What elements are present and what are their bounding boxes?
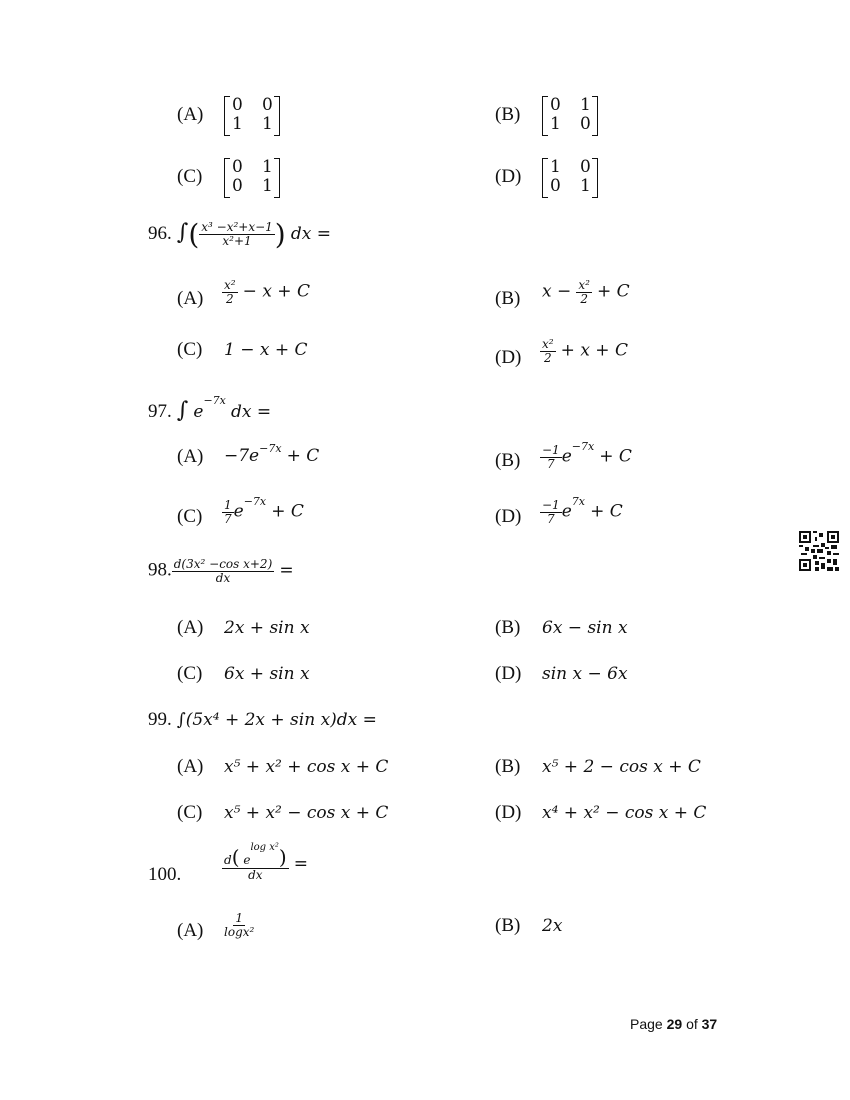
option-fraction [540, 444, 562, 470]
q99-option-c-label: (C) [177, 802, 203, 823]
fraction-denominator: 7 [224, 511, 232, 526]
integral-sign: ∫ [176, 220, 189, 245]
question-98 [148, 558, 294, 584]
q96-option-b-label: (B) [495, 288, 521, 309]
qr-code-icon [799, 531, 839, 571]
q96-option-c: 1 − x + C [224, 340, 308, 360]
fraction-numerator: d(3x² −cos x+2) [173, 557, 273, 571]
fraction-denominator: 7 [547, 511, 555, 526]
q95-option-c-label: (C) [177, 166, 203, 187]
option-expression: + x + C [560, 340, 628, 361]
q98-option-b: 6x − sin x [542, 618, 628, 638]
q97-option-c-label: (C) [177, 506, 203, 527]
exponent: −7x [571, 440, 595, 453]
matrix-cell: 1 [580, 95, 591, 115]
question-expression: ∫(5x⁴ + 2x + sin x)dx = [176, 710, 377, 730]
q100-option-a [222, 912, 256, 938]
q95-option-c-matrix [224, 158, 280, 198]
fraction-numerator: 1 [235, 911, 243, 925]
q96-option-d [540, 338, 628, 364]
current-page-number: 29 [666, 1016, 683, 1032]
option-expression: + C [590, 501, 623, 522]
fraction-numerator: x² [542, 337, 554, 351]
matrix-cell: 0 [580, 114, 591, 134]
exponent: −7x [243, 495, 267, 508]
q96-option-d-label: (D) [495, 347, 522, 368]
integral-sign: ∫ [176, 398, 189, 423]
option-expression: + C [599, 446, 632, 467]
question-100 [222, 842, 309, 882]
q96-option-a-label: (A) [177, 288, 204, 309]
fraction-denominator: 2 [580, 291, 588, 306]
page-footer [630, 1016, 717, 1032]
footer-prefix: Page [630, 1016, 663, 1032]
q97-option-a [224, 442, 320, 466]
q98-option-d: sin x − 6x [542, 664, 628, 684]
matrix-cell: 1 [580, 176, 591, 196]
fraction-denominator: dx [215, 570, 231, 585]
question-number: 99. [148, 709, 172, 730]
fraction-numerator: x² [578, 278, 590, 292]
q97-option-c [222, 495, 304, 526]
option-expression: x − [542, 281, 572, 302]
fraction-denominator: x²+1 [222, 234, 252, 248]
q98-option-c-label: (C) [177, 663, 203, 684]
exponential-base: e [561, 446, 572, 467]
fraction-numerator: x³ −x²+x−1 [201, 220, 273, 235]
q96-option-c-label: (C) [177, 339, 203, 360]
q95-option-b-matrix [542, 96, 598, 136]
q97-option-b [540, 440, 632, 471]
q98-option-c: 6x + sin x [224, 664, 310, 684]
exponent: −7x [203, 394, 226, 407]
q97-option-b-label: (B) [495, 450, 521, 471]
question-number: 98. [148, 559, 172, 581]
exponent: log x² [250, 842, 279, 853]
matrix-cell: 0 [550, 95, 561, 115]
q100-option-b: 2x [542, 916, 563, 936]
option-fraction [222, 912, 256, 938]
matrix-cell: 0 [232, 176, 243, 196]
option-fraction [222, 499, 234, 525]
option-expression: + C [286, 446, 320, 466]
exponential-base: e [233, 501, 244, 522]
question-tail: = [279, 560, 294, 581]
matrix-cell: 1 [262, 114, 273, 134]
paren-open: ( [188, 218, 200, 251]
derivative-d: d [224, 853, 232, 867]
q95-option-a-matrix [224, 96, 280, 136]
fraction-denominator: logx² [224, 924, 255, 939]
matrix-cell: 1 [232, 114, 243, 134]
fraction-denominator: 2 [543, 350, 552, 365]
matrix-cell: 1 [262, 176, 273, 196]
fraction-denominator: 2 [225, 291, 234, 306]
question-99 [148, 709, 377, 731]
q96-option-a [222, 279, 310, 305]
q98-option-d-label: (D) [495, 663, 522, 684]
q100-fraction [222, 842, 289, 882]
option-fraction [540, 499, 562, 525]
option-fraction [222, 279, 238, 305]
matrix-cell: 1 [550, 157, 561, 177]
option-fraction [576, 279, 592, 305]
q97-option-a-label: (A) [177, 446, 204, 467]
fraction-denominator: dx [248, 868, 263, 882]
q95-option-a-label: (A) [177, 104, 204, 125]
question-tail: dx = [290, 224, 331, 244]
q95-option-d-matrix [542, 158, 598, 198]
q99-option-d-label: (D) [495, 802, 522, 823]
q97-option-d-label: (D) [495, 506, 522, 527]
total-page-count: 37 [701, 1016, 718, 1032]
exponential-base: e [561, 501, 572, 522]
fraction-numerator: 1 [224, 498, 232, 512]
exponential-base: e [243, 853, 251, 867]
question-96 [148, 218, 331, 251]
question-number: 100. [148, 864, 182, 885]
option-expression: + C [271, 501, 304, 522]
footer-of: of [686, 1016, 698, 1032]
fraction-numerator: −1 [542, 498, 560, 512]
question-tail: = [293, 853, 309, 874]
matrix-cell: 0 [232, 95, 243, 115]
fraction-denominator: 7 [547, 456, 555, 471]
question-97 [148, 394, 272, 423]
paren-close: ) [274, 218, 286, 251]
exponent: −7x [259, 442, 282, 455]
matrix-cell: 0 [262, 95, 273, 115]
q95-option-b-label: (B) [495, 104, 521, 125]
q97-option-d [540, 495, 623, 526]
option-expression: + C [597, 281, 630, 302]
fraction-numerator: x² [224, 278, 236, 292]
q99-option-a: x⁵ + x² + cos x + C [224, 757, 389, 777]
question-number: 96. [148, 223, 172, 244]
q100-option-a-label: (A) [177, 920, 204, 941]
matrix-cell: 1 [550, 114, 561, 134]
q100-option-b-label: (B) [495, 915, 521, 936]
exponential-base: e [193, 402, 204, 422]
q96-option-b [542, 279, 630, 305]
fraction-numerator: −1 [542, 443, 560, 457]
matrix-cell: 0 [580, 157, 591, 177]
q99-option-c: x⁵ + x² − cos x + C [224, 803, 389, 823]
q99-option-b: x⁵ + 2 − cos x + C [542, 757, 701, 777]
q98-option-b-label: (B) [495, 617, 521, 638]
q98-fraction [172, 558, 275, 584]
fraction-numerator: d( $e^{log x^2}$) [224, 842, 287, 869]
matrix-cell: 1 [262, 157, 273, 177]
q99-option-b-label: (B) [495, 756, 521, 777]
question-tail: dx = [230, 402, 272, 422]
question-number: 97. [148, 401, 172, 422]
q99-option-a-label: (A) [177, 756, 204, 777]
q95-option-d-label: (D) [495, 166, 522, 187]
option-fraction [540, 338, 556, 364]
option-expression: − x + C [242, 281, 310, 302]
matrix-cell: 0 [232, 157, 243, 177]
q98-option-a-label: (A) [177, 617, 204, 638]
q98-option-a: 2x + sin x [224, 618, 310, 638]
option-expression: −7e [224, 446, 260, 466]
q99-option-d: x⁴ + x² − cos x + C [542, 803, 707, 823]
exponent: 7x [571, 495, 585, 508]
q96-fraction [199, 221, 275, 247]
matrix-cell: 0 [550, 176, 561, 196]
